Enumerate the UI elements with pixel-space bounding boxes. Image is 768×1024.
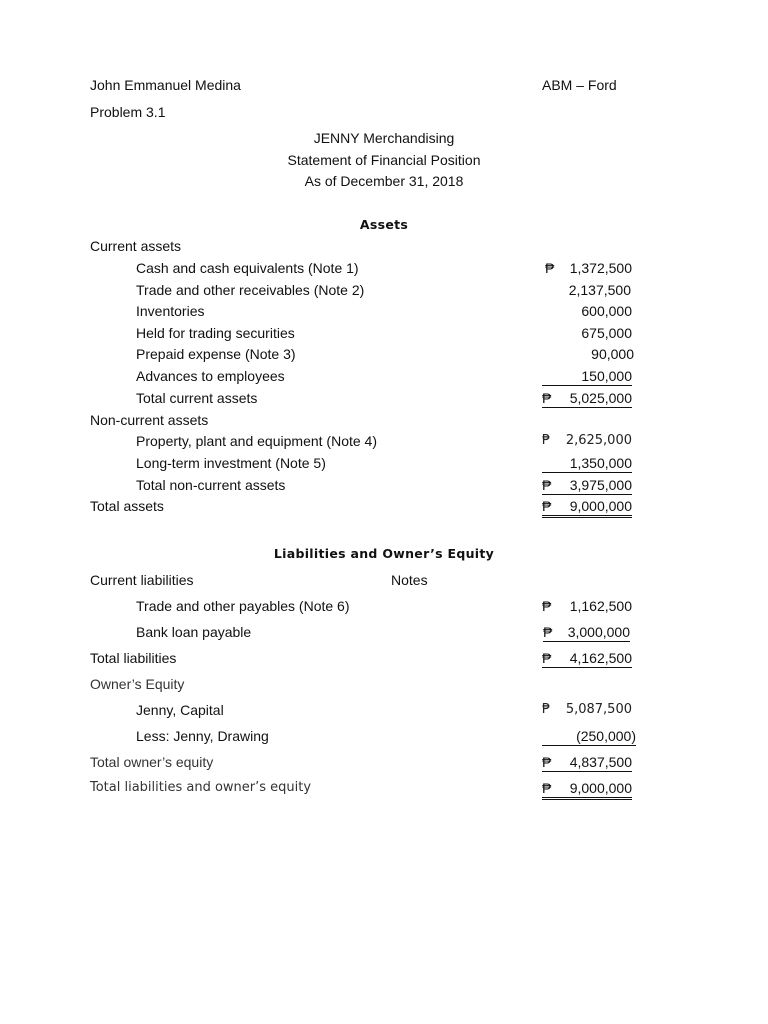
total-liabilities-label: Total liabilities	[90, 650, 177, 666]
section-label: ABM – Ford	[542, 77, 617, 93]
asset-item-label: Property, plant and equipment (Note 4)	[136, 433, 377, 449]
total-owners-equity-label: Total owner’s equity	[90, 754, 214, 770]
asset-item-amount: 2,137,500	[568, 282, 631, 298]
asset-item-amount: ₱ 2,625,000	[542, 433, 632, 448]
total-liabilities-equity-label: Total liabilities and owner’s equity	[90, 780, 312, 795]
student-name: John Emmanuel Medina	[90, 77, 241, 93]
asset-item-label: Advances to employees	[136, 368, 285, 384]
peso-sign: ₱	[542, 754, 552, 770]
asset-item-amount: 90,000	[591, 346, 634, 362]
asset-item-label: Long-term investment (Note 5)	[136, 455, 326, 471]
asset-item-amount: 600,000	[581, 303, 632, 319]
total-noncurrent-assets-amount: ₱ 3,975,000	[542, 477, 632, 493]
liabilities-heading: Liabilities and Owner’s Equity	[273, 546, 495, 561]
drawing-amount: (250,000)	[542, 727, 636, 746]
asset-item-label: Prepaid expense (Note 3)	[136, 346, 296, 362]
peso-sign: ₱	[542, 598, 552, 614]
peso-sign: ₱	[542, 390, 552, 406]
company-name: JENNY Merchandising	[313, 130, 455, 146]
asset-item-label: Inventories	[136, 303, 205, 319]
drawing-label: Less: Jenny, Drawing	[136, 728, 269, 744]
asset-item-amount: 675,000	[581, 325, 632, 341]
peso-sign: ₱	[545, 260, 555, 276]
liability-item-amount: ₱ 1,162,500	[542, 598, 632, 614]
asset-item-label: Cash and cash equivalents (Note 1)	[136, 260, 359, 276]
liability-item-label: Trade and other payables (Note 6)	[136, 598, 350, 614]
owners-equity-label: Owner’s Equity	[90, 676, 185, 692]
statement-title: Statement of Financial Position	[287, 152, 481, 168]
total-current-assets-amount: ₱ 5,025,000	[542, 390, 632, 406]
total-assets-label: Total assets	[90, 498, 164, 514]
statement-date: As of December 31, 2018	[304, 173, 464, 189]
total-noncurrent-assets-label: Total non-current assets	[136, 477, 286, 493]
capital-amount: ₱ 5,087,500	[542, 702, 632, 717]
peso-sign: ₱	[543, 624, 553, 640]
peso-sign: ₱	[542, 702, 551, 717]
current-assets-label: Current assets	[90, 238, 182, 254]
liability-item-label: Bank loan payable	[136, 624, 252, 640]
total-current-assets-label: Total current assets	[136, 390, 258, 406]
asset-item-label: Trade and other receivables (Note 2)	[136, 282, 365, 298]
peso-sign: ₱	[542, 433, 551, 448]
notes-label: Notes	[391, 572, 428, 588]
problem-label: Problem 3.1	[90, 104, 166, 120]
total-liabilities-amount: ₱ 4,162,500	[542, 650, 632, 666]
peso-sign: ₱	[542, 477, 552, 493]
asset-item-amount: 150,000	[542, 367, 632, 386]
asset-item-amount: 1,350,000	[542, 454, 632, 473]
peso-sign: ₱	[542, 780, 552, 796]
asset-item-amount: ₱ 1,372,500	[545, 260, 632, 276]
capital-label: Jenny, Capital	[136, 702, 224, 718]
total-liabilities-equity-amount: ₱ 9,000,000	[542, 779, 632, 800]
peso-sign: ₱	[542, 650, 552, 666]
noncurrent-assets-label: Non-current assets	[90, 412, 209, 428]
liability-item-amount: ₱ 3,000,000	[543, 624, 630, 640]
total-assets-amount: ₱ 9,000,000	[542, 497, 632, 518]
assets-heading: Assets	[359, 217, 409, 232]
peso-sign: ₱	[542, 498, 552, 514]
total-owners-equity-amount: ₱ 4,837,500	[542, 754, 632, 770]
current-liabilities-label: Current liabilities	[90, 572, 194, 588]
asset-item-label: Held for trading securities	[136, 325, 295, 341]
